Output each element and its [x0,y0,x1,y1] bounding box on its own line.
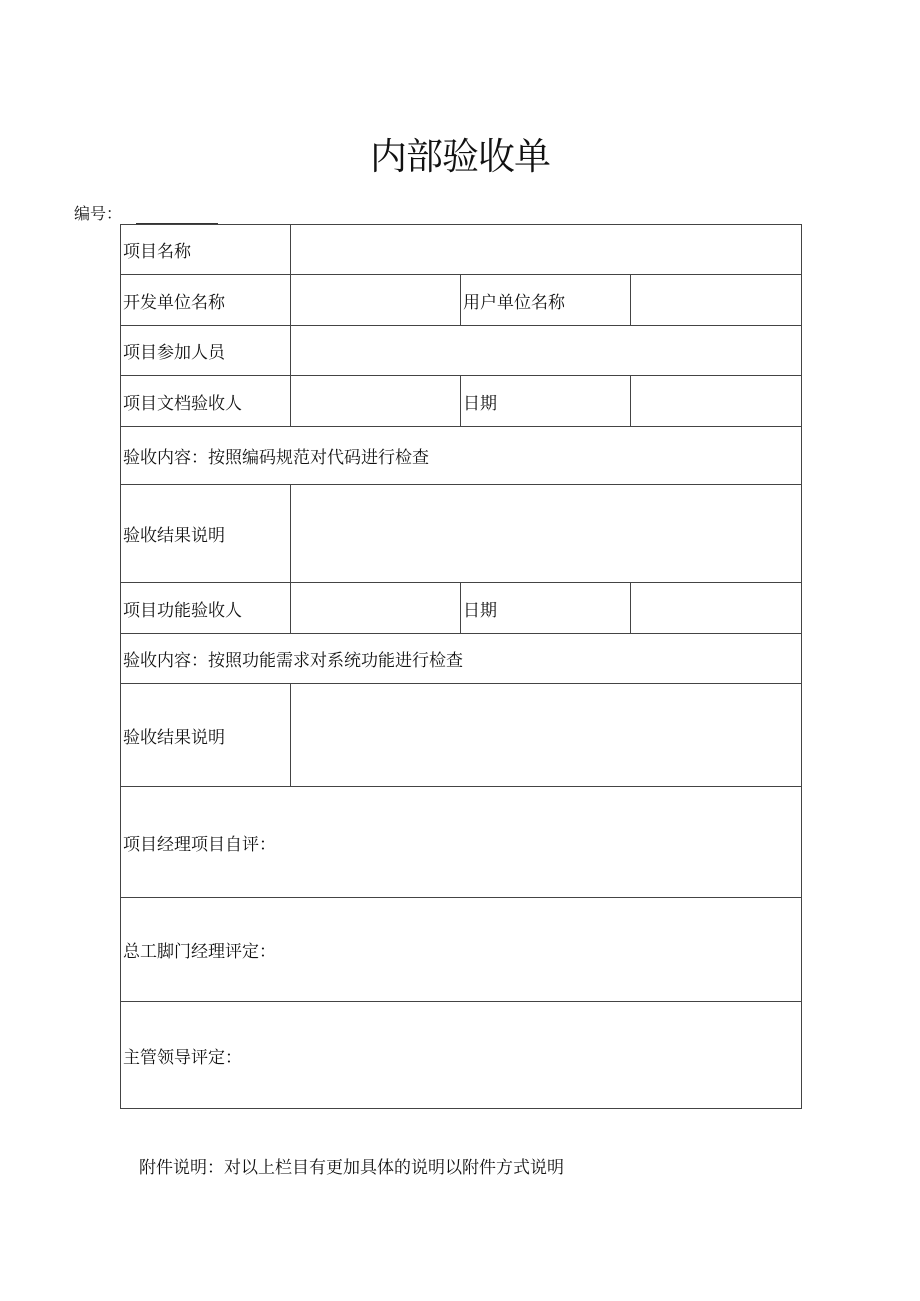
table-row [121,787,802,898]
attachment-note: 附件说明：对以上栏目有更加具体的说明以附件方式说明 [139,1158,564,1178]
serial-number-label: 编号： [74,204,123,223]
table-row [121,583,802,634]
table-row [121,326,802,376]
acceptance-form-table [120,224,802,1109]
project-name-field[interactable] [291,225,802,275]
func-acceptance-content: 验收内容：按照功能需求对系统功能进行检查 [121,634,802,684]
project-name-label: 项目名称 [121,225,291,275]
page-title: 内部验收单 [370,135,550,178]
doc-reviewer-field[interactable] [291,376,461,427]
serial-number-field[interactable] [136,207,218,224]
serial-number-row [74,201,218,224]
table-row [121,376,802,427]
supervisor-review-field[interactable]: 主管领导评定： [121,1002,802,1109]
user-unit-field[interactable] [631,275,802,326]
table-row [121,634,802,684]
doc-result-field[interactable] [291,485,802,583]
doc-acceptance-content: 验收内容：按照编码规范对代码进行检查 [121,427,802,485]
user-unit-label: 用户单位名称 [461,275,631,326]
dev-unit-field[interactable] [291,275,461,326]
func-reviewer-field[interactable] [291,583,461,634]
doc-reviewer-label: 项目文档验收人 [121,376,291,427]
doc-date-field[interactable] [631,376,802,427]
participants-field[interactable] [291,326,802,376]
table-row [121,898,802,1002]
table-row [121,485,802,583]
func-result-field[interactable] [291,684,802,787]
table-row [121,225,802,275]
func-date-label: 日期 [461,583,631,634]
doc-date-label: 日期 [461,376,631,427]
table-row [121,275,802,326]
func-reviewer-label: 项目功能验收人 [121,583,291,634]
table-row [121,684,802,787]
pm-self-review-field[interactable]: 项目经理项目自评： [121,787,802,898]
participants-label: 项目参加人员 [121,326,291,376]
table-row [121,1002,802,1109]
table-row [121,427,802,485]
dev-unit-label: 开发单位名称 [121,275,291,326]
doc-result-label: 验收结果说明 [121,485,291,583]
func-result-label: 验收结果说明 [121,684,291,787]
chief-engineer-review-field[interactable]: 总工脚门经理评定： [121,898,802,1002]
func-date-field[interactable] [631,583,802,634]
